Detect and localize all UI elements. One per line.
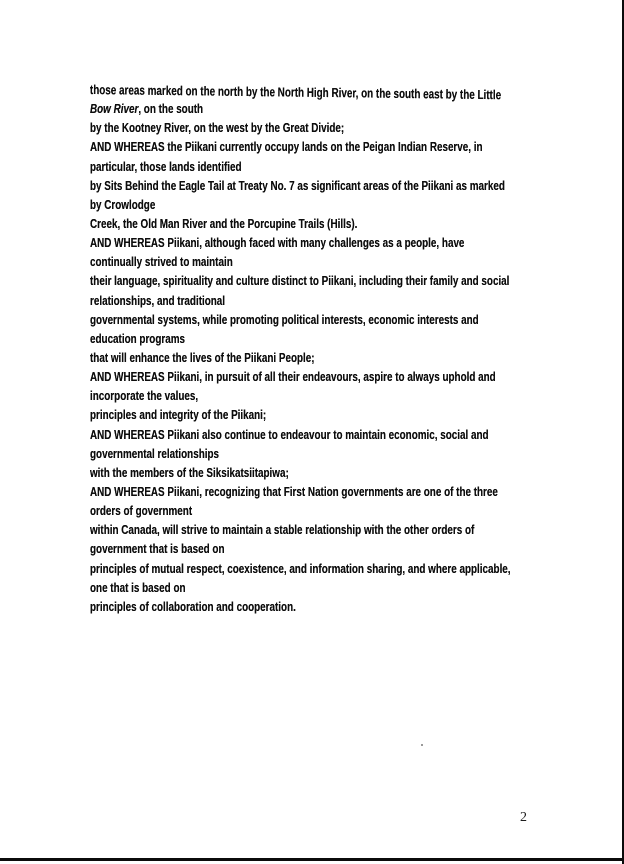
document-line: governmental relationships xyxy=(90,445,220,461)
document-line: by Sits Behind the Eagle Tail at Treaty No. 7 as significant areas of the Piikani as marked xyxy=(90,177,505,193)
page-number: 2 xyxy=(520,810,527,825)
document-line: those areas marked on the north by the North High River, on the south east by the Little xyxy=(89,82,502,103)
document-line: their language, spirituality and culture distinct to Piikani, including their family and social xyxy=(90,273,510,289)
document-line: governmental systems, while promoting political interests, economic interests and xyxy=(90,311,479,327)
scan-artifact-dot xyxy=(421,744,423,746)
italic-river-name: Bow River xyxy=(90,101,139,117)
document-line: principles and integrity of the Piikani; xyxy=(90,407,267,423)
document-text-block xyxy=(90,80,546,616)
document-line: relationships, and traditional xyxy=(90,292,226,308)
document-line: AND WHEREAS Piikani, recognizing that First Nation governments are one of the three xyxy=(90,483,498,499)
document-line: AND WHEREAS Piikani, although faced with many challenges as a people, have xyxy=(90,235,465,251)
document-line: within Canada, will strive to maintain a stable relationship with the other orders of xyxy=(90,522,475,538)
scan-edge-bottom-line xyxy=(0,858,624,861)
document-line: education programs xyxy=(90,330,185,346)
document-line: Creek, the Old Man River and the Porcupine Trails (Hills). xyxy=(90,215,358,231)
document-line: principles of collaboration and cooperation. xyxy=(90,598,296,614)
document-line: principles of mutual respect, coexistence, and information sharing, and where applicable, xyxy=(90,560,511,576)
document-line: AND WHEREAS the Piikani currently occupy lands on the Peigan Indian Reserve, in xyxy=(90,139,483,155)
document-line: particular, those lands identified xyxy=(90,158,242,174)
document-line: orders of government xyxy=(90,503,193,519)
document-line: that will enhance the lives of the Piikani People; xyxy=(90,349,315,365)
document-line: continually strived to maintain xyxy=(90,254,233,270)
line-text: , on the south xyxy=(138,101,204,117)
document-line: with the members of the Siksikatsiitapiwa; xyxy=(90,464,289,480)
document-body-lines xyxy=(90,118,546,616)
document-line: one that is based on xyxy=(90,579,186,595)
document-line: government that is based on xyxy=(90,541,225,557)
document-line: incorporate the values, xyxy=(90,388,199,404)
document-line: by the Kootney River, on the west by the Great Divide; xyxy=(90,120,345,136)
document-line: by Crowlodge xyxy=(90,196,156,212)
document-line: AND WHEREAS Piikani, in pursuit of all their endeavours, aspire to always uphold and xyxy=(90,369,496,385)
document-line: AND WHEREAS Piikani also continue to endeavour to maintain economic, social and xyxy=(90,426,489,442)
